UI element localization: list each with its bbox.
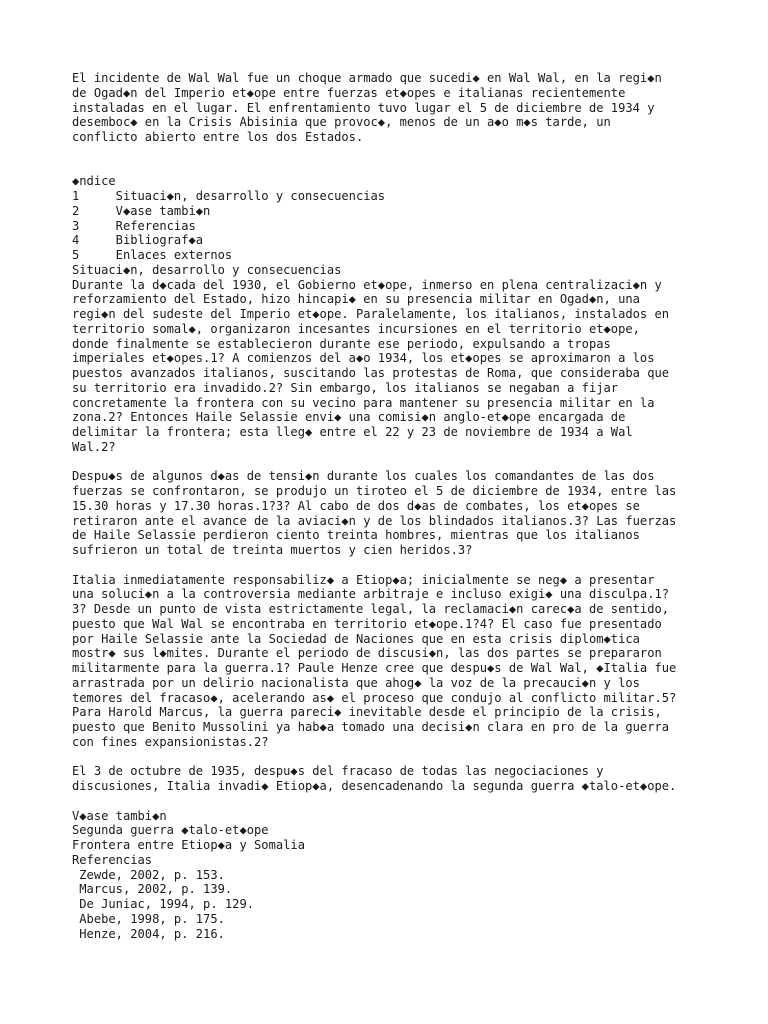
toc-item[interactable]: 2 V◆ase tambi◆n <box>72 203 211 218</box>
text-line: reforzamiento del Estado, hizo hincapi◆ en su presencia militar en Ogad◆n, una <box>72 292 640 307</box>
text-line: puestos avanzados italianos, suscitando las protestas de Roma, que consideraba que <box>72 366 670 380</box>
text-line: conflicto abierto entre los dos Estados. <box>72 130 364 144</box>
text-line: 3? Desde un punto de vista estrictamente legal, la reclamaci◆n carec◆a de sentido, <box>72 602 670 616</box>
reference-item: Zewde, 2002, p. 153. <box>72 867 225 882</box>
paragraph <box>72 573 712 750</box>
reference-item: De Juniac, 1994, p. 129. <box>72 897 255 911</box>
text-line: delimitar la frontera; esta lleg◆ entre el 22 y 23 de noviembre de 1934 a Wal <box>72 425 633 439</box>
text-line: imperiales et◆opes.1? A comienzos del a◆o 1934, los et◆opes se aproximaron a los <box>72 351 655 366</box>
section-see-also <box>72 809 712 853</box>
text-line: Wal.2? <box>72 439 116 454</box>
see-also-link[interactable]: Frontera entre Etiop◆a y Somalia <box>72 838 305 852</box>
intro-paragraph <box>72 71 712 145</box>
text-line: El incidente de Wal Wal fue un choque armado que sucedi◆ en Wal Wal, en la regi◆n <box>72 71 662 85</box>
text-line: su territorio era invadido.2? Sin embargo, los italianos se negaban a fijar <box>72 380 619 395</box>
text-line: arrastrada por un delirio nacionalista que ahog◆ la voz de la precauci◆n y los <box>72 675 640 690</box>
text-line: Despu◆s de algunos d◆as de tensi◆n durante los cuales los comandantes de las dos <box>72 469 655 484</box>
text-line: discusiones, Italia invadi◆ Etiop◆a, desencadenando la segunda guerra ◆talo-et◆ope. <box>72 779 677 793</box>
reference-item: Marcus, 2002, p. 139. <box>72 882 233 897</box>
text-line: zona.2? Entonces Haile Selassie envi◆ una comisi◆n anglo-et◆ope encargada de <box>72 410 626 425</box>
section-heading: Situaci◆n, desarrollo y consecuencias <box>72 262 342 277</box>
section-heading: Referencias <box>72 852 153 867</box>
text-line: El 3 de octubre de 1935, despu◆s del fracaso de todas las negociaciones y <box>72 764 604 779</box>
section-heading: V◆ase tambi◆n <box>72 808 167 823</box>
text-line: regi◆n del sudeste del Imperio et◆ope. Paralelamente, los italianos, instalados en <box>72 307 670 321</box>
toc-item[interactable]: 3 Referencias <box>72 218 196 233</box>
text-line: Para Harold Marcus, la guerra pareci◆ inevitable desde el principio de la crisis, <box>72 705 662 720</box>
text-line: fuerzas se confrontaron, se produjo un tiroteo el 5 de diciembre de 1934, entre las <box>72 484 677 498</box>
reference-item: Abebe, 1998, p. 175. <box>72 911 225 926</box>
paragraph <box>72 278 712 455</box>
table-of-contents <box>72 174 712 263</box>
toc-heading: ◆ndice <box>72 174 116 189</box>
paragraph <box>72 469 712 558</box>
text-line: Durante la d◆cada del 1930, el Gobierno et◆ope, inmerso en plena centralizaci◆n y <box>72 277 662 292</box>
see-also-link[interactable]: Segunda guerra ◆talo-et◆ope <box>72 823 269 838</box>
text-line: Italia inmediatamente responsabiliz◆ a Etiop◆a; inicialmente se neg◆ a presentar <box>72 572 655 587</box>
text-line: 15.30 horas y 17.30 horas.1?3? Al cabo de dos d◆as de combates, los et◆opes se <box>72 498 640 513</box>
text-line: puesto que Wal Wal se encontraba en territorio et◆ope.1?4? El caso fue presentado <box>72 616 662 631</box>
toc-item[interactable]: 5 Enlaces externos <box>72 248 233 262</box>
text-line: concretamente la frontera con su vecino para mantener su presencia militar en la <box>72 395 655 410</box>
toc-item[interactable]: 1 Situaci◆n, desarrollo y consecuencias <box>72 189 386 203</box>
text-line: militarmente para la guerra.1? Paule Henze cree que despu◆s de Wal Wal, ◆Italia fue <box>72 661 677 675</box>
text-line: mostr◆ sus l◆mites. Durante el periodo de discusi◆n, las dos partes se prepararon <box>72 646 662 661</box>
text-line: donde finalmente se establecieron durante ese periodo, expulsando a tropas <box>72 336 611 351</box>
document-page <box>72 71 712 941</box>
paragraph <box>72 764 712 794</box>
section-references <box>72 853 712 942</box>
text-line: temores del fracaso◆, acelerando as◆ el proceso que condujo al conflicto militar.5? <box>72 690 677 705</box>
text-line: una soluci◆n a la controversia mediante arbitraje e incluso exigi◆ una disculpa.1? <box>72 587 670 602</box>
reference-item: Henze, 2004, p. 216. <box>72 926 225 941</box>
text-line: instaladas en el lugar. El enfrentamiento tuvo lugar el 5 de diciembre de 1934 y <box>72 100 655 115</box>
text-line: por Haile Selassie ante la Sociedad de Naciones que en esta crisis diplom◆tica <box>72 631 640 646</box>
text-line: desemboc◆ en la Crisis Abisinia que provoc◆, menos de un a◆o m◆s tarde, un <box>72 115 611 130</box>
text-line: de Ogad◆n del Imperio et◆ope entre fuerzas et◆opes e italianas recientemente <box>72 85 626 100</box>
text-line: retiraron ante el avance de la aviaci◆n y de los blindados italianos.3? Las fuerzas <box>72 513 677 528</box>
text-line: de Haile Selassie perdieron ciento treinta hombres, mientras que los italianos <box>72 528 640 543</box>
text-line: puesto que Benito Mussolini ya hab◆a tomado una decisi◆n clara en pro de la guerra <box>72 720 670 734</box>
section-situacion <box>72 263 712 794</box>
text-line: con fines expansionistas.2? <box>72 734 269 749</box>
text-line: territorio somal◆, organizaron incesantes incursiones en el territorio et◆ope, <box>72 321 640 336</box>
text-line: sufrieron un total de treinta muertos y cien heridos.3? <box>72 543 473 557</box>
toc-item[interactable]: 4 Bibliograf◆a <box>72 233 204 248</box>
